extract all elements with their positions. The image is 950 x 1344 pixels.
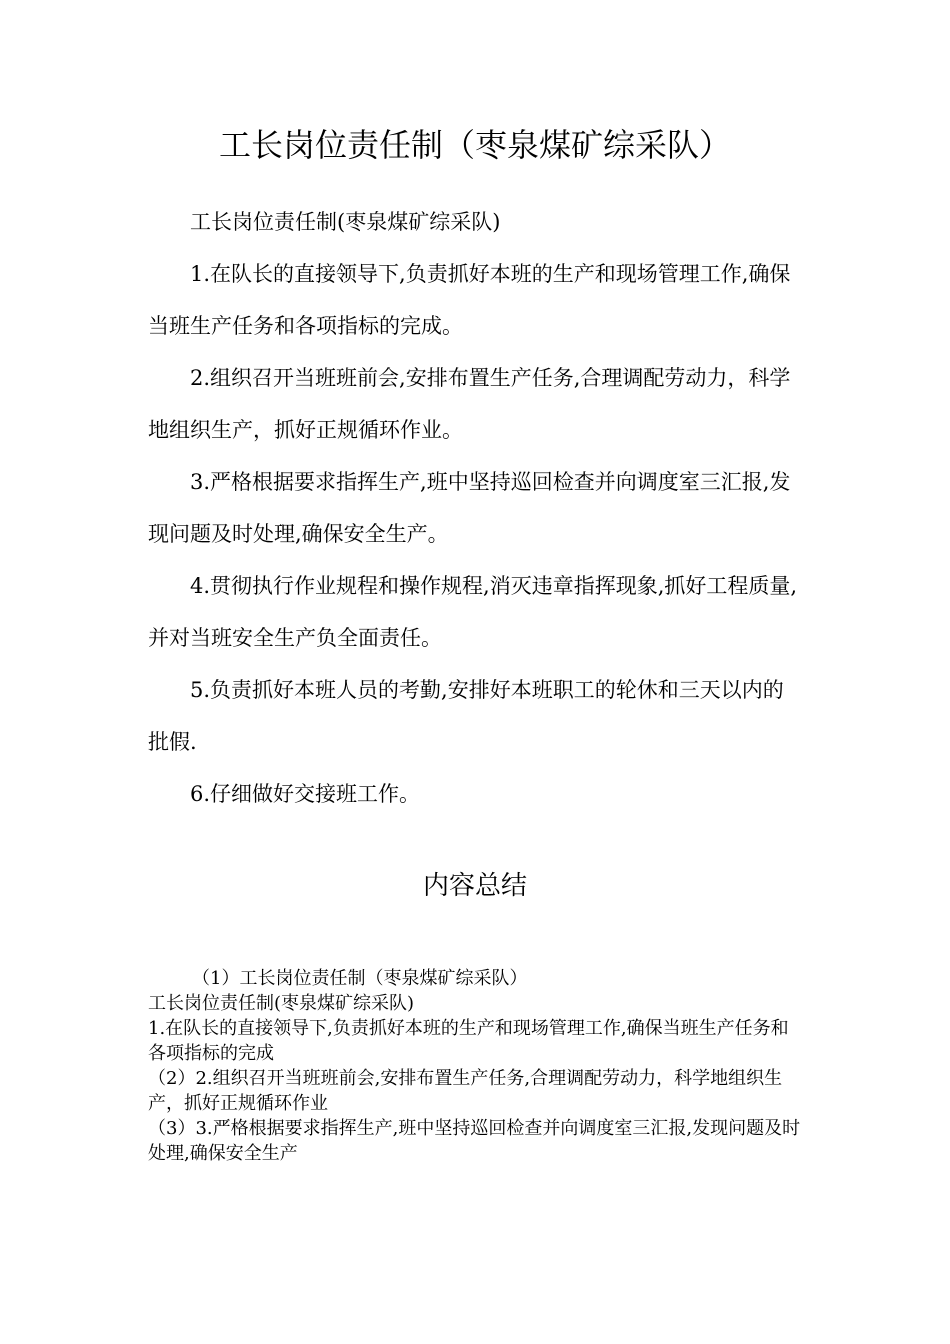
body-paragraph-4: 4.贯彻执行作业规程和操作规程,消灭违章指挥现象,抓好工程质量,并对当班安全生产负全面责任。 [148,574,798,650]
summary-line-1: （1）工长岗位责任制（枣泉煤矿综采队） [192,968,528,989]
document-body [148,196,804,820]
body-paragraph-2: 2.组织召开当班班前会,安排布置生产任务,合理调配劳动力，科学地组织生产，抓好正规循环作业。 [148,366,791,442]
summary-line-2: 工长岗位责任制(枣泉煤矿综采队) [148,993,415,1014]
body-paragraph-3: 3.严格根据要求指挥生产,班中坚持巡回检查并向调度室三汇报,发现问题及时处理,确保安全生产。 [148,470,791,546]
body-paragraph-1: 1.在队长的直接领导下,负责抓好本班的生产和现场管理工作,确保当班生产任务和各项指标的完成。 [148,262,791,338]
summary-line-3: 1.在队长的直接领导下,负责抓好本班的生产和现场管理工作,确保当班生产任务和各项指标的完成 [148,1018,789,1064]
document-title: 工长岗位责任制（枣泉煤矿综采队） [218,126,731,164]
body-paragraph-6: 6.仔细做好交接班工作。 [190,782,421,806]
summary-heading: 内容总结 [422,871,527,901]
body-paragraph-5: 5.负责抓好本班人员的考勤,安排好本班职工的轮休和三天以内的批假. [148,678,784,754]
body-paragraph-heading: 工长岗位责任制(枣泉煤矿综采队) [190,210,501,234]
summary-line-4: （2）2.组织召开当班班前会,安排布置生产任务,合理调配劳动力，科学地组织生产，抓好正规循环作业 [148,1068,783,1114]
summary-block [148,966,804,1166]
summary-line-5: （3）3.严格根据要求指挥生产,班中坚持巡回检查并向调度室三汇报,发现问题及时处理,确保安全生产 [148,1118,801,1164]
